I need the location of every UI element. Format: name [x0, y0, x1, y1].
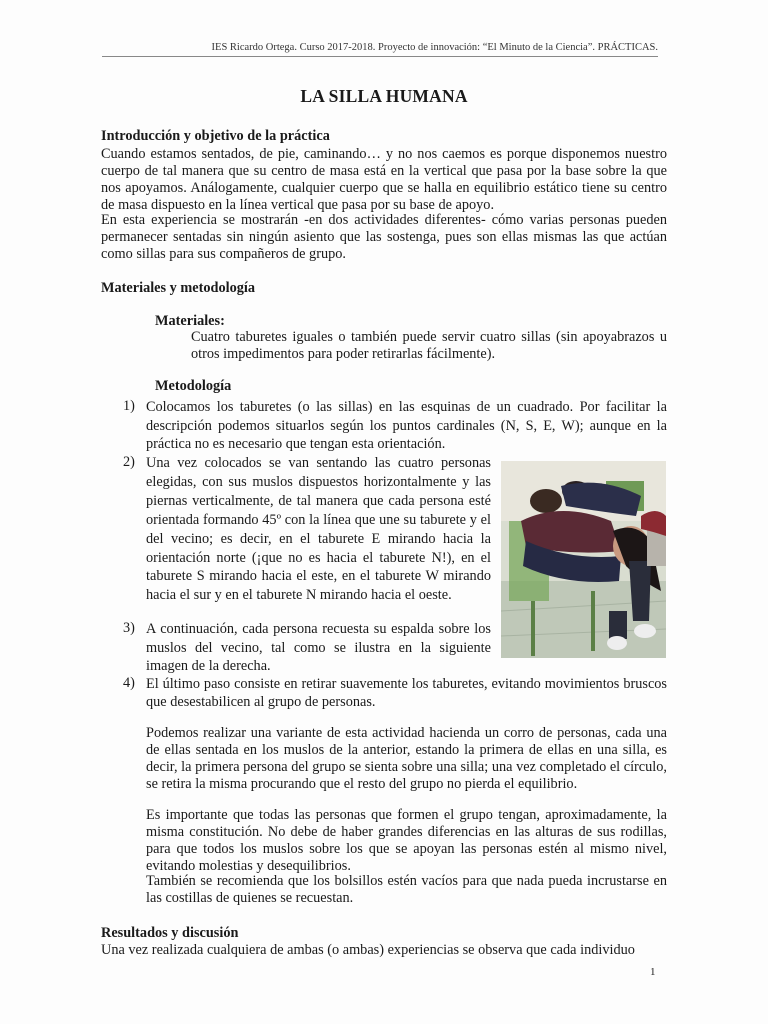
step-text: A continuación, cada persona recuesta su espalda sobre los muslos del vecino, tal como se ilustra en la siguiente imagen de la derecha. [146, 621, 491, 674]
page-number: 1 [650, 966, 656, 978]
document-title: LA SILLA HUMANA [300, 86, 468, 106]
results-heading: Resultados y discusión [101, 925, 239, 941]
human-chair-photo [501, 461, 666, 658]
step-number: 3) [123, 620, 135, 636]
step-number: 4) [123, 675, 135, 691]
variant-paragraph-2: Es importante que todas las personas que formen el grupo tengan, aproximadamente, la misma constitución. No debe de haber grandes diferencias en las alturas de sus rodillas, para que todos los muslos sobre los que se apoyan las personas estén al mismo nivel, evitando molestias y desequilibrios. [146, 807, 667, 874]
methodology-subheading: Metodología [155, 378, 232, 394]
step-text: El último paso consiste en retirar suavemente los taburetes, evitando movimientos bruscos que desestabilicen al grupo de personas. [146, 676, 667, 710]
step-number: 2) [123, 454, 135, 470]
page-header: IES Ricardo Ortega. Curso 2017-2018. Proyecto de innovación: “El Minuto de la Ciencia”. PRÁCTICAS. [211, 42, 658, 53]
step-text: Colocamos los taburetes (o las sillas) en las esquinas de un cuadrado. Por facilitar la descripción podemos situarlos según los puntos cardinales (N, S, E, W); aunque en la práctica no es necesario que tengan esta orientación. [146, 399, 667, 452]
materials-methodology-heading: Materiales y metodología [101, 280, 256, 296]
intro-paragraph-1: Cuando estamos sentados, de pie, caminando… y no nos caemos es porque disponemos nuestro cuerpo de tal manera que su centro de masa está en la vertical que pasa por la base sobre la que nos apoyamos. Análogamente, cualquier cuerpo que se halla en equilibrio estático tiene su centro de masa dispuesto en la línea vertical que pasa por su base de apoyo. [101, 146, 667, 213]
variant-paragraph-3: También se recomienda que los bolsillos estén vacíos para que nada pueda incrustarse en las costillas de quienes se recuestan. [146, 873, 667, 906]
materials-subheading: Materiales: [155, 313, 225, 329]
intro-paragraph-2: En esta experiencia se mostrarán -en dos actividades diferentes- cómo varias personas pueden permanecer sentadas sin ningún asiento que las sostenga, pues son ellas mismas las que actúan como sillas para sus compañeros de grupo. [101, 212, 667, 262]
materials-text: Cuatro taburetes iguales o también puede servir cuatro sillas (sin apoyabrazos u otros impedimentos para poder retirarlas fácilmente). [191, 329, 667, 362]
variant-paragraph-1: Podemos realizar una variante de esta actividad hacienda un corro de personas, cada una de ellas sentada en los muslos de la anterior, estando la primera de ellas en una silla, es decir, la primera persona del grupo se sienta sobre una silla; una vez completado el círculo, se retira la misma procurando que el resto del grupo no pierda el equilibrio. [146, 725, 667, 792]
intro-heading: Introducción y objetivo de la práctica [101, 128, 330, 144]
step-number: 1) [123, 398, 135, 414]
step-text: Una vez colocados se van sentando las cuatro personas elegidas, con sus muslos dispuestos horizontalmente y las piernas verticalmente, de tal manera que cada persona esté orientada formando 45º con la línea que une su taburete y el del vecino; es decir, en el taburete E mirando hacia la orientación norte (¡que no es hacia el taburete N!), en el taburete S mirando hacia el este, en el taburete W mirando hacia el sur y en el taburete N mirando hacia el oeste. [146, 455, 491, 604]
results-text: Una vez realizada cualquiera de ambas (o ambas) experiencias se observa que cada individuo [101, 942, 635, 958]
header-divider [102, 56, 658, 57]
